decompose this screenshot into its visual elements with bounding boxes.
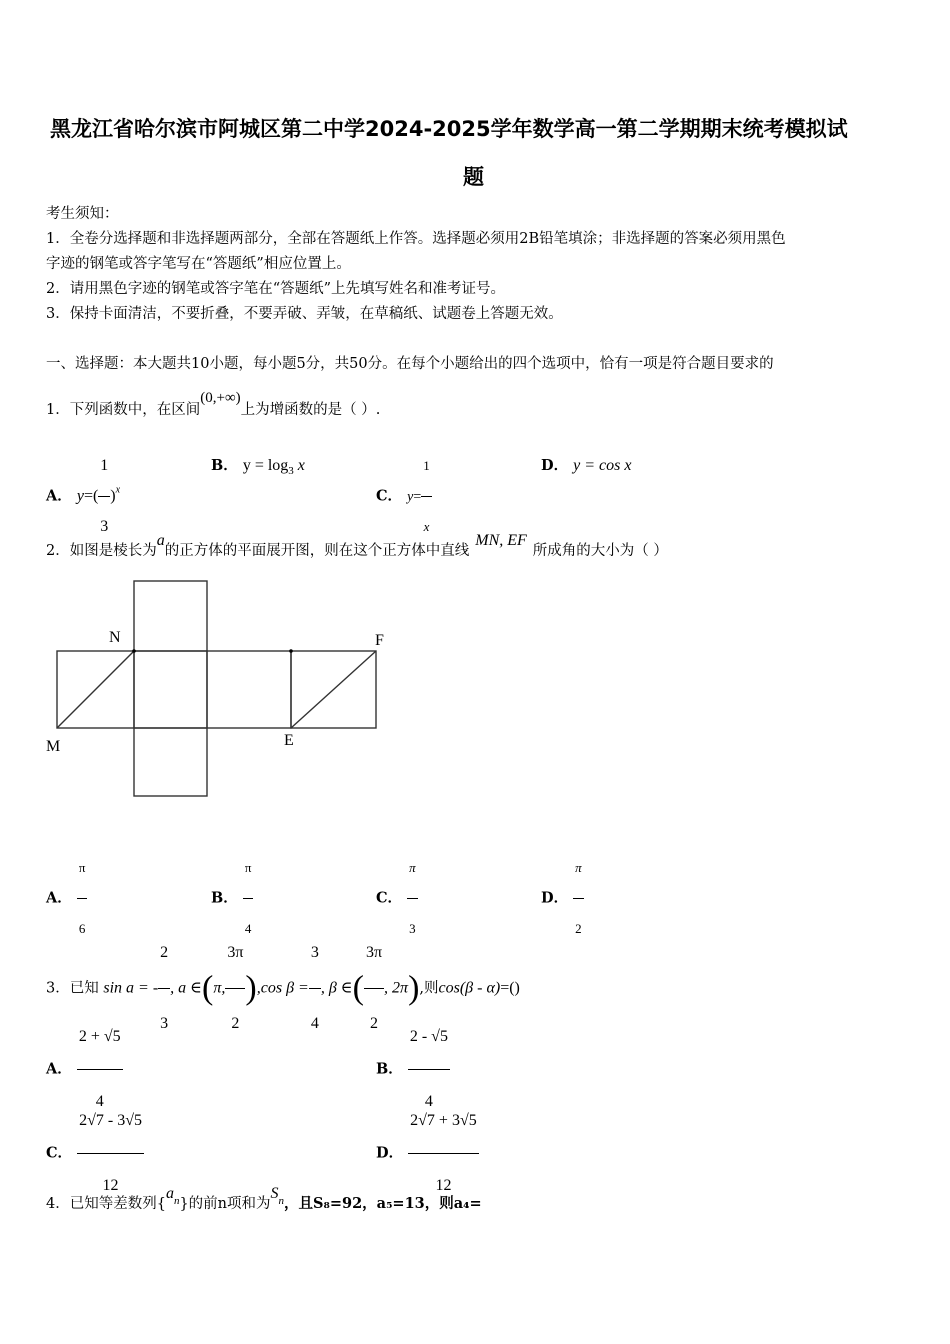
document-title-line1: 黑龙江省哈尔滨市阿城区第二中学2024-2025学年数学高一第二学期期末统考模拟试: [50, 117, 848, 141]
document-title-line2: 题: [463, 165, 484, 189]
q3-eq0: =(): [500, 979, 520, 997]
q1-option-a-label: A．: [46, 487, 72, 505]
q1-d-expr: y = cos x: [573, 457, 632, 474]
q4-middle: }的前n项和为: [179, 1196, 271, 1212]
q2-b-fraction: $\frac{\pi}{4}$: [243, 838, 254, 959]
q4-prefix: 4．已知等差数列{: [46, 1196, 166, 1212]
question-4: [46, 1170, 482, 1228]
q1-a-fraction: $\frac{1}{3}$: [98, 436, 110, 557]
q1-c-fraction: $\frac{1}{x}$: [421, 436, 432, 557]
net-face-center: [134, 651, 207, 728]
q3-int-b: , 2π: [384, 979, 409, 997]
q3-b-fraction: $\frac{2 - √5}{4}$: [408, 1005, 450, 1134]
q2-c-fraction: $\frac{\pi}{3}$: [407, 838, 418, 959]
q1-c-eq: =: [413, 489, 422, 505]
q2-suffix: 所成角的大小为（ ）: [532, 543, 668, 559]
q3-d-fraction: $\frac{2√7 + 3√5}{12}$: [408, 1089, 479, 1218]
q3-option-c-label: C．: [46, 1144, 73, 1162]
q1-a-y: y: [76, 487, 84, 505]
q3-a-fraction: $\frac{2 + √5}{4}$: [77, 1005, 123, 1134]
notice-item-1a: 1．全卷分选择题和非选择题两部分，全部在答题纸上作答。选择题必须用2B铅笔填涂；非选择题的答案必须用黑色: [46, 231, 786, 247]
net-face-top: [134, 581, 207, 651]
q2-option-b-label: B．: [211, 889, 238, 907]
q3-cos-expr: cos(β - α): [438, 979, 501, 997]
q1-b-expr: y = log: [242, 457, 289, 474]
label-e: E: [284, 732, 294, 749]
q1-option-b-label: B．: [211, 457, 238, 474]
q1-prefix: 1．下列函数中，在区间: [46, 402, 201, 418]
q1-a-close: ): [110, 487, 116, 505]
q2-a: a: [156, 532, 165, 549]
q3-option-b-label: B．: [376, 1060, 403, 1078]
label-f: F: [375, 632, 384, 649]
line-ef: [291, 651, 376, 728]
q4-sn: S: [270, 1185, 279, 1202]
question-2: [46, 517, 668, 575]
q2-option-a-label: A．: [46, 889, 72, 907]
q4-sn-sub: n: [278, 1195, 285, 1207]
q1-b-base: 3: [288, 465, 294, 477]
q3-option-d-label: D．: [376, 1144, 404, 1162]
notice-heading: 考生须知：: [46, 206, 119, 222]
line-mn: [57, 651, 134, 728]
q2-prefix: 2．如图是棱长为: [46, 543, 157, 559]
q1-suffix: 上为增函数的是（ ）.: [240, 402, 381, 418]
q2-lines: MN, EF: [475, 532, 527, 549]
q3-c3: , β ∈: [320, 979, 353, 997]
q3-frac-1: $\frac{2}{3}$: [158, 918, 170, 1059]
label-n: N: [109, 629, 121, 646]
q1-a-exp: x: [115, 484, 121, 496]
q1-option-c-label: C．: [376, 487, 403, 505]
q1-option-d-label: D．: [541, 457, 569, 474]
q1-b-var: x: [293, 457, 305, 474]
q4-n-sub: n: [173, 1195, 180, 1207]
notice-item-2: 2．请用黑色字迹的钢笔或答字笔在“答题纸”上先填写姓名和准考证号。: [46, 281, 506, 297]
q2-middle: 的正方体的平面展开图，则在这个正方体中直线: [164, 543, 470, 559]
cube-net-figure: [40, 570, 400, 810]
q3-c2: ,cos β =: [256, 979, 309, 997]
notice-item-1b: 字迹的钢笔或答字笔写在“答题纸”相应位置上。: [46, 256, 351, 272]
q2-d-fraction: $\frac{\pi}{2}$: [573, 838, 584, 959]
q3-tail: ,则: [419, 980, 439, 997]
q2-a-fraction: $\frac{\pi}{6}$: [77, 838, 88, 959]
q1-a-eq: =(: [83, 487, 99, 505]
question-1: [46, 374, 380, 434]
q1-option-b[interactable]: [211, 436, 305, 501]
q3-sin: sin a = -: [103, 979, 159, 997]
net-face-bottom: [134, 728, 207, 796]
q3-prefix: 3．已知: [46, 980, 99, 997]
q1-c-y: y: [407, 489, 414, 505]
q4-an: a: [165, 1185, 174, 1202]
label-m: M: [46, 738, 61, 755]
q2-option-c-label: C．: [376, 889, 403, 907]
q1-option-d[interactable]: [541, 436, 631, 496]
q3-int-a: π,: [213, 979, 226, 997]
q4-suffix: ，且S₈=92，a₅=13，则a₄=: [284, 1195, 482, 1212]
notice-item-3: 3．保持卡面清洁，不要折叠，不要弄破、弄皱，在草稿纸、试题卷上答题无效。: [46, 306, 563, 322]
q2-option-d-label: D．: [541, 889, 569, 907]
q3-option-a-label: A．: [46, 1060, 72, 1078]
q1-interval: (0,+∞): [200, 390, 241, 406]
q3-c1: , a ∈: [170, 979, 202, 997]
q3-frac-3: $\frac{3}{4}$: [309, 918, 321, 1059]
q3-frac-4: $\frac{3\pi}{2}$: [364, 918, 384, 1059]
q2-option-d[interactable]: [541, 838, 584, 959]
q3-c-fraction: $\frac{2√7 - 3√5}{12}$: [77, 1089, 144, 1218]
section-heading: 一、选择题：本大题共10小题，每小题5分，共50分。在每个小题给出的四个选项中，恰有一项是符合题目要求的: [46, 356, 774, 372]
question-3: 3．已知 sin a = - $\frac{2}{3}$ , a ∈(π, $\frac{3\pi}{2}$ ),cos β = $\frac{3}{4}$ , β ∈( $\frac{3\pi}{2}$ , 2π),则cos(β - α)=(): [46, 918, 520, 1059]
net-face-mid-right: [207, 651, 291, 728]
q3-frac-2: $\frac{3\pi}{2}$: [225, 918, 245, 1059]
